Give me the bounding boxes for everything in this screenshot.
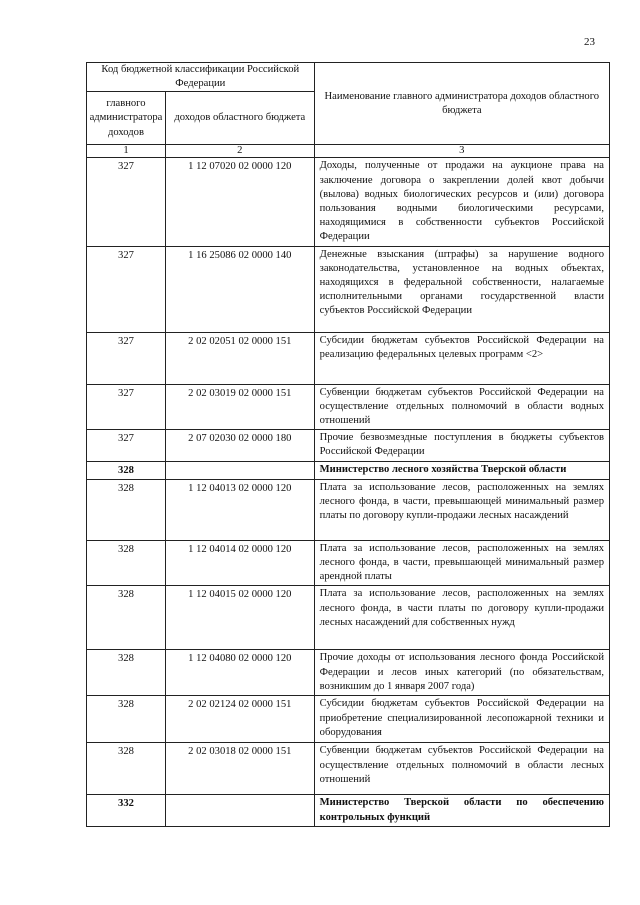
table-row bbox=[87, 795, 610, 827]
description-cell: Субсидии бюджетам субъектов Российской Федерации на реализацию федеральных целевых программ <2> bbox=[314, 332, 609, 384]
table-row bbox=[87, 743, 610, 795]
code-group-header: Код бюджетной классификации Российской Федерации bbox=[87, 63, 315, 92]
name-column-header: Наименование главного администратора доходов областного бюджета bbox=[314, 63, 609, 145]
admin-code-cell: 327 bbox=[87, 384, 166, 430]
table-row bbox=[87, 246, 610, 332]
admin-code-cell: 327 bbox=[87, 430, 166, 461]
description-cell: Плата за использование лесов, расположенных на землях лесного фонда, в части, превышающей минимальный размер арендной платы bbox=[314, 540, 609, 586]
admin-code-cell: 328 bbox=[87, 650, 166, 696]
admin-code-cell: 327 bbox=[87, 246, 166, 332]
budget-code-cell bbox=[165, 461, 314, 479]
admin-code-cell: 327 bbox=[87, 158, 166, 246]
column-number-3: 3 bbox=[314, 145, 609, 158]
admin-code-cell: 328 bbox=[87, 540, 166, 586]
description-cell: Прочие безвозмездные поступления в бюджеты субъектов Российской Федерации bbox=[314, 430, 609, 461]
table-row bbox=[87, 430, 610, 461]
description-cell: Субсидии бюджетам субъектов Российской Федерации на приобретение специализированной лесопожарной техники и оборудования bbox=[314, 696, 609, 743]
description-cell: Министерство лесного хозяйства Тверской области bbox=[314, 461, 609, 479]
table-row bbox=[87, 384, 610, 430]
table-row bbox=[87, 332, 610, 384]
description-cell: Денежные взыскания (штрафы) за нарушение водного законодательства, установленное на водных объектах, находящихся в федеральной собственности, налагаемые исполнительными органами государственной власти субъектов Российской Федерации bbox=[314, 246, 609, 332]
column-number-2: 2 bbox=[165, 145, 314, 158]
budget-code-cell: 2 07 02030 02 0000 180 bbox=[165, 430, 314, 461]
table-row bbox=[87, 479, 610, 540]
column-number-1: 1 bbox=[87, 145, 166, 158]
table-row bbox=[87, 650, 610, 696]
budget-code-cell bbox=[165, 795, 314, 827]
description-cell: Плата за использование лесов, расположенных на землях лесного фонда, в части платы по договору купли-продажи лесных насаждений для собственных нужд bbox=[314, 586, 609, 650]
budget-code-cell: 2 02 02051 02 0000 151 bbox=[165, 332, 314, 384]
budget-code-cell: 1 16 25086 02 0000 140 bbox=[165, 246, 314, 332]
budget-code-cell: 2 02 02124 02 0000 151 bbox=[165, 696, 314, 743]
admin-code-cell: 328 bbox=[87, 586, 166, 650]
page-number: 23 bbox=[584, 36, 595, 48]
budget-code-cell: 2 02 03018 02 0000 151 bbox=[165, 743, 314, 795]
table-row bbox=[87, 586, 610, 650]
budget-code-cell: 1 12 04013 02 0000 120 bbox=[165, 479, 314, 540]
table-row bbox=[87, 696, 610, 743]
budget-code-cell: 2 02 03019 02 0000 151 bbox=[165, 384, 314, 430]
admin-column-header: главного администратора доходов bbox=[87, 92, 166, 145]
admin-code-cell: 328 bbox=[87, 743, 166, 795]
budget-classification-table bbox=[86, 62, 610, 827]
description-cell: Субвенции бюджетам субъектов Российской Федерации на осуществление отдельных полномочий в области лесных отношений bbox=[314, 743, 609, 795]
admin-code-cell: 328 bbox=[87, 696, 166, 743]
description-cell: Прочие доходы от использования лесного фонда Российской Федерации и лесов иных категорий (по обязательствам, возникшим до 1 января 2007 года) bbox=[314, 650, 609, 696]
budget-code-cell: 1 12 04014 02 0000 120 bbox=[165, 540, 314, 586]
table-row bbox=[87, 461, 610, 479]
description-cell: Субвенции бюджетам субъектов Российской Федерации на осуществление отдельных полномочий в области водных отношений bbox=[314, 384, 609, 430]
admin-code-cell: 332 bbox=[87, 795, 166, 827]
description-cell: Доходы, полученные от продажи на аукционе права на заключение договора о закреплении долей квот добычи (вылова) водных биологических ресурсов и (или) договора пользования водными биологическими ресурсами, находящимися в собственности субъектов Российской Федерации bbox=[314, 158, 609, 246]
budget-code-cell: 1 12 04015 02 0000 120 bbox=[165, 586, 314, 650]
description-cell: Министерство Тверской области по обеспечению контрольных функций bbox=[314, 795, 609, 827]
code-column-header: доходов областного бюджета bbox=[165, 92, 314, 145]
table-row bbox=[87, 540, 610, 586]
admin-code-cell: 328 bbox=[87, 461, 166, 479]
admin-code-cell: 327 bbox=[87, 332, 166, 384]
admin-code-cell: 328 bbox=[87, 479, 166, 540]
budget-code-cell: 1 12 04080 02 0000 120 bbox=[165, 650, 314, 696]
table-row bbox=[87, 158, 610, 246]
budget-code-cell: 1 12 07020 02 0000 120 bbox=[165, 158, 314, 246]
description-cell: Плата за использование лесов, расположенных на землях лесного фонда, в части, превышающей минимальный размер платы по договору купли-продажи лесных насаждений bbox=[314, 479, 609, 540]
